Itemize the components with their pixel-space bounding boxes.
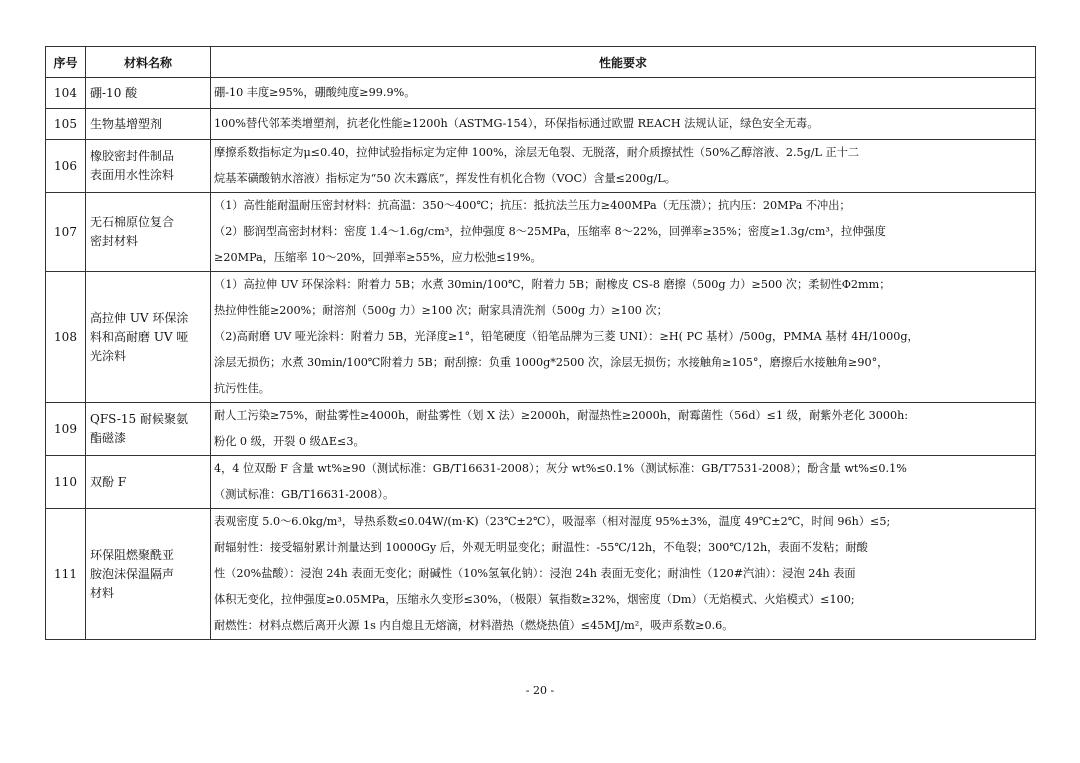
requirement-line: 涂层无损伤；水煮 30min/100℃附着力 5B；耐刮擦：负重 1000g*2500 次，涂层无损伤；水接触角≥105°，磨擦后水接触角≥90°， [214, 356, 889, 369]
row-number: 109 [46, 403, 86, 456]
material-name-line: 双酚 F [90, 474, 127, 489]
table-row [46, 78, 1036, 109]
requirement-line: 100%替代邻苯类增塑剂，抗老化性能≥1200h（ASTMG-154），环保指标通过欧盟 REACH 法规认证，绿色安全无毒。 [214, 117, 819, 130]
material-name-line: 环保阻燃聚酰亚 [90, 547, 175, 562]
requirement-line: （1）高性能耐温耐压密封材料：抗高温：350～400℃；抗压：抵抗法兰压力≥400MPa（无压溃）；抗内压：20MPa 不冲出； [214, 199, 851, 212]
table-row [46, 272, 1036, 403]
requirements-cell [211, 140, 1036, 193]
row-number: 106 [46, 140, 86, 193]
material-name-line: 密封材料 [90, 234, 139, 248]
requirement-line: （2)高耐磨 UV 哑光涂料：附着力 5B，光泽度≥1°，铅笔硬度（铅笔品牌为三菱 UNI）：≥H( PC 基材）/500g，PMMA 基材 4H/1000g， [214, 330, 919, 343]
material-name-cell [86, 509, 211, 640]
requirement-line: 耐辐射性：接受辐射累计剂量达到 10000Gy 后，外观无明显变化；耐温性：-55℃/12h，不龟裂；300℃/12h，表面不发粘；耐酸 [214, 541, 868, 554]
row-number: 104 [46, 78, 86, 109]
table-row [46, 456, 1036, 509]
row-number: 110 [46, 456, 86, 509]
page-number: - 20 - [525, 684, 555, 697]
material-name-line: 无石棉原位复合 [90, 215, 175, 229]
header-no: 序号 [46, 47, 86, 78]
header-requirements: 性能要求 [211, 47, 1036, 78]
material-name-cell [86, 403, 211, 456]
materials-spec-table [45, 46, 1036, 640]
material-name-line: 硼-10 酸 [90, 85, 138, 100]
requirement-line: 4，4 位双酚 F 含量 wt%≥90（测试标准：GB/T16631-2008）；灰分 wt%≤0.1%（测试标准：GB/T7531-2008）；酚含量 wt%≤0.1% [214, 462, 907, 475]
requirement-line: 性（20%盐酸）：浸泡 24h 表面无变化；耐碱性（10%氢氧化钠）：浸泡 24h 表面无变化；耐油性（120#汽油）：浸泡 24h 表面 [214, 567, 856, 580]
row-number: 105 [46, 109, 86, 140]
material-name-line: 料和高耐磨 UV 哑 [90, 329, 189, 344]
requirements-cell [211, 456, 1036, 509]
requirements-cell [211, 403, 1036, 456]
material-name-line: 生物基增塑剂 [90, 116, 163, 131]
row-number: 111 [46, 509, 86, 640]
requirements-cell [211, 109, 1036, 140]
material-name-line: 材料 [90, 585, 115, 600]
table-row [46, 140, 1036, 193]
requirements-cell [211, 78, 1036, 109]
material-name-cell [86, 78, 211, 109]
material-name-cell [86, 140, 211, 193]
requirement-line: （1）高拉伸 UV 环保涂料：附着力 5B；水煮 30min/100℃，附着力 5B；耐橡皮 CS-8 磨擦（500g 力）≥500 次；柔韧性Φ2mm； [214, 278, 891, 291]
material-name-line: 高拉伸 UV 环保涂 [90, 310, 189, 325]
table-row [46, 509, 1036, 640]
row-number: 107 [46, 193, 86, 272]
material-name-cell [86, 456, 211, 509]
requirement-line: 摩擦系数指标定为μ≤0.40，拉伸试验指标定为定伸 100%，涂层无龟裂、无脱落，耐介质擦拭性（50%乙醇溶液、2.5g/L 正十二 [214, 146, 860, 159]
requirement-line: 硼-10 丰度≥95%，硼酸纯度≥99.9%。 [214, 86, 416, 99]
requirement-line: （2）膨润型高密封材料：密度 1.4～1.6g/cm³，拉伸强度 8～25MPa，压缩率 8～22%，回弹率≥35%；密度≥1.3g/cm³，拉伸强度 [214, 225, 886, 238]
requirement-line: 耐燃性：材料点燃后离开火源 1s 内自熄且无熔滴，材料潜热（燃烧热值）≤45MJ/m²，吸声系数≥0.6。 [214, 619, 734, 632]
table-row [46, 403, 1036, 456]
table-header-row [46, 47, 1036, 78]
material-name-line: 橡胶密封件制品 [90, 149, 175, 163]
requirement-line: 热拉伸性能≥200%；耐溶剂（500g 力）≥100 次；耐家具清洗剂（500g 力）≥100 次； [214, 304, 668, 317]
material-name-line: 表面用水性涂料 [90, 168, 175, 182]
requirement-line: 耐人工污染≥75%，耐盐雾性≥4000h，耐盐雾性（划 X 法）≥2000h，耐湿热性≥2000h，耐霉菌性（56d）≤1 级，耐紫外老化 3000h: [214, 409, 909, 422]
material-name-cell [86, 272, 211, 403]
requirements-cell [211, 509, 1036, 640]
table-body [46, 78, 1036, 640]
requirement-line: 表观密度 5.0～6.0kg/m³，导热系数≤0.04W/(m·K)（23℃±2℃），吸湿率（相对湿度 95%±3%，温度 49℃±2℃，时间 96h）≤5; [214, 515, 891, 528]
row-number: 108 [46, 272, 86, 403]
requirement-line: ≥20MPa，压缩率 10～20%，回弹率≥55%，应力松弛≤19%。 [214, 251, 542, 264]
table-row [46, 193, 1036, 272]
header-material-name: 材料名称 [86, 47, 211, 78]
material-name-line: 胺泡沫保温隔声 [90, 566, 175, 581]
requirements-cell [211, 193, 1036, 272]
material-name-cell [86, 109, 211, 140]
requirement-line: （测试标准：GB/T16631-2008）。 [214, 488, 395, 501]
requirements-cell [211, 272, 1036, 403]
requirement-line: 粉化 0 级，开裂 0 级ΔE≤3。 [214, 435, 365, 448]
material-name-line: 光涂料 [90, 348, 127, 363]
table-row [46, 109, 1036, 140]
requirement-line: 体积无变化，拉伸强度≥0.05MPa，压缩永久变形≤30%，（极限）氧指数≥32%，烟密度（Dm）（无焰模式、火焰模式）≤100; [214, 593, 855, 606]
material-name-cell [86, 193, 211, 272]
requirement-line: 烷基苯磺酸钠水溶液）指标定为“50 次未露底”，挥发性有机化合物（VOC）含量≤200g/L。 [214, 172, 676, 185]
requirement-line: 抗污性佳。 [214, 382, 270, 395]
material-name-line: QFS-15 耐候聚氨 [90, 412, 188, 426]
material-name-line: 酯磁漆 [90, 431, 127, 445]
